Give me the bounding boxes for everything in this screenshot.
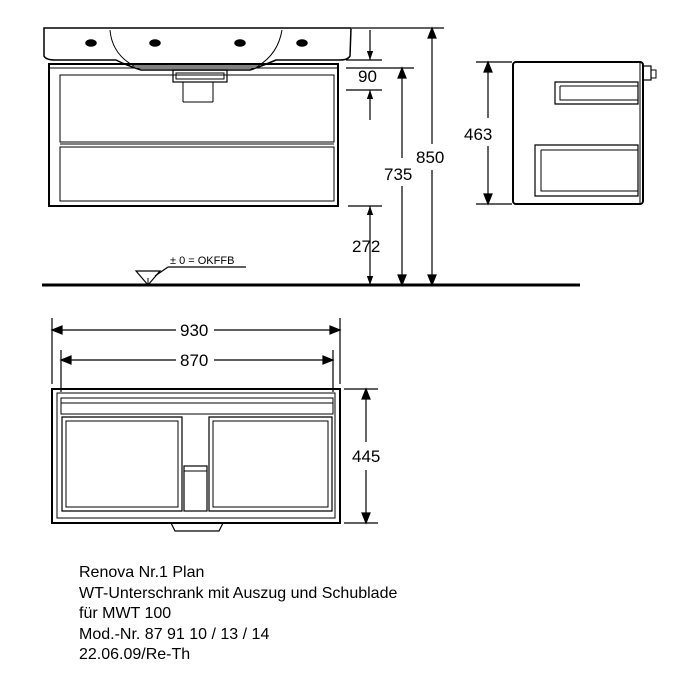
dim-850-label: 850 [416,148,445,167]
tap-hole-2 [150,40,160,46]
dim-272-label: 272 [352,237,381,256]
tap-hole-3 [235,40,245,46]
dim-463-label: 463 [464,125,493,144]
dim-445-label: 445 [352,447,381,466]
plan-handle [171,523,223,531]
side-cabinet [513,62,643,204]
side-drawer-lower [535,145,638,196]
floor-reference-label: ± 0 = OKFFB [170,255,235,267]
caption-date: 22.06.09/Re-Th [79,646,191,663]
front-elevation [44,28,351,206]
siphon [173,70,227,82]
tap-hole-1 [86,40,96,46]
caption-description: WT-Unterschrank mit Auszug und Schublade [79,584,398,602]
plan-siphon-cutout [184,466,207,511]
dim-930-label: 930 [180,321,209,340]
side-view [513,62,656,204]
plan-cabinet [52,389,340,523]
tap-hole-4 [297,40,307,46]
caption-model-number: Mod.-Nr. 87 91 10 / 13 / 14 [79,625,270,643]
side-drawer-upper [555,82,638,104]
dim-735-label: 735 [384,165,413,184]
plan-front-strip [61,398,333,414]
dim-870-label: 870 [180,351,209,370]
caption-compatibility: für MWT 100 [79,605,172,622]
plan-left-compartment [62,417,182,511]
drawer-upper [60,75,334,142]
plan-view [52,389,340,531]
product-caption [79,563,397,666]
washbasin-bowl [110,30,282,66]
dim-90-label: 90 [358,67,377,86]
cabinet-body [49,64,338,206]
floor-reference-marker [136,267,246,285]
caption-product-name: Renova Nr.1 Plan [79,564,205,581]
plan-right-compartment [209,417,332,511]
drawer-lower [60,147,334,201]
